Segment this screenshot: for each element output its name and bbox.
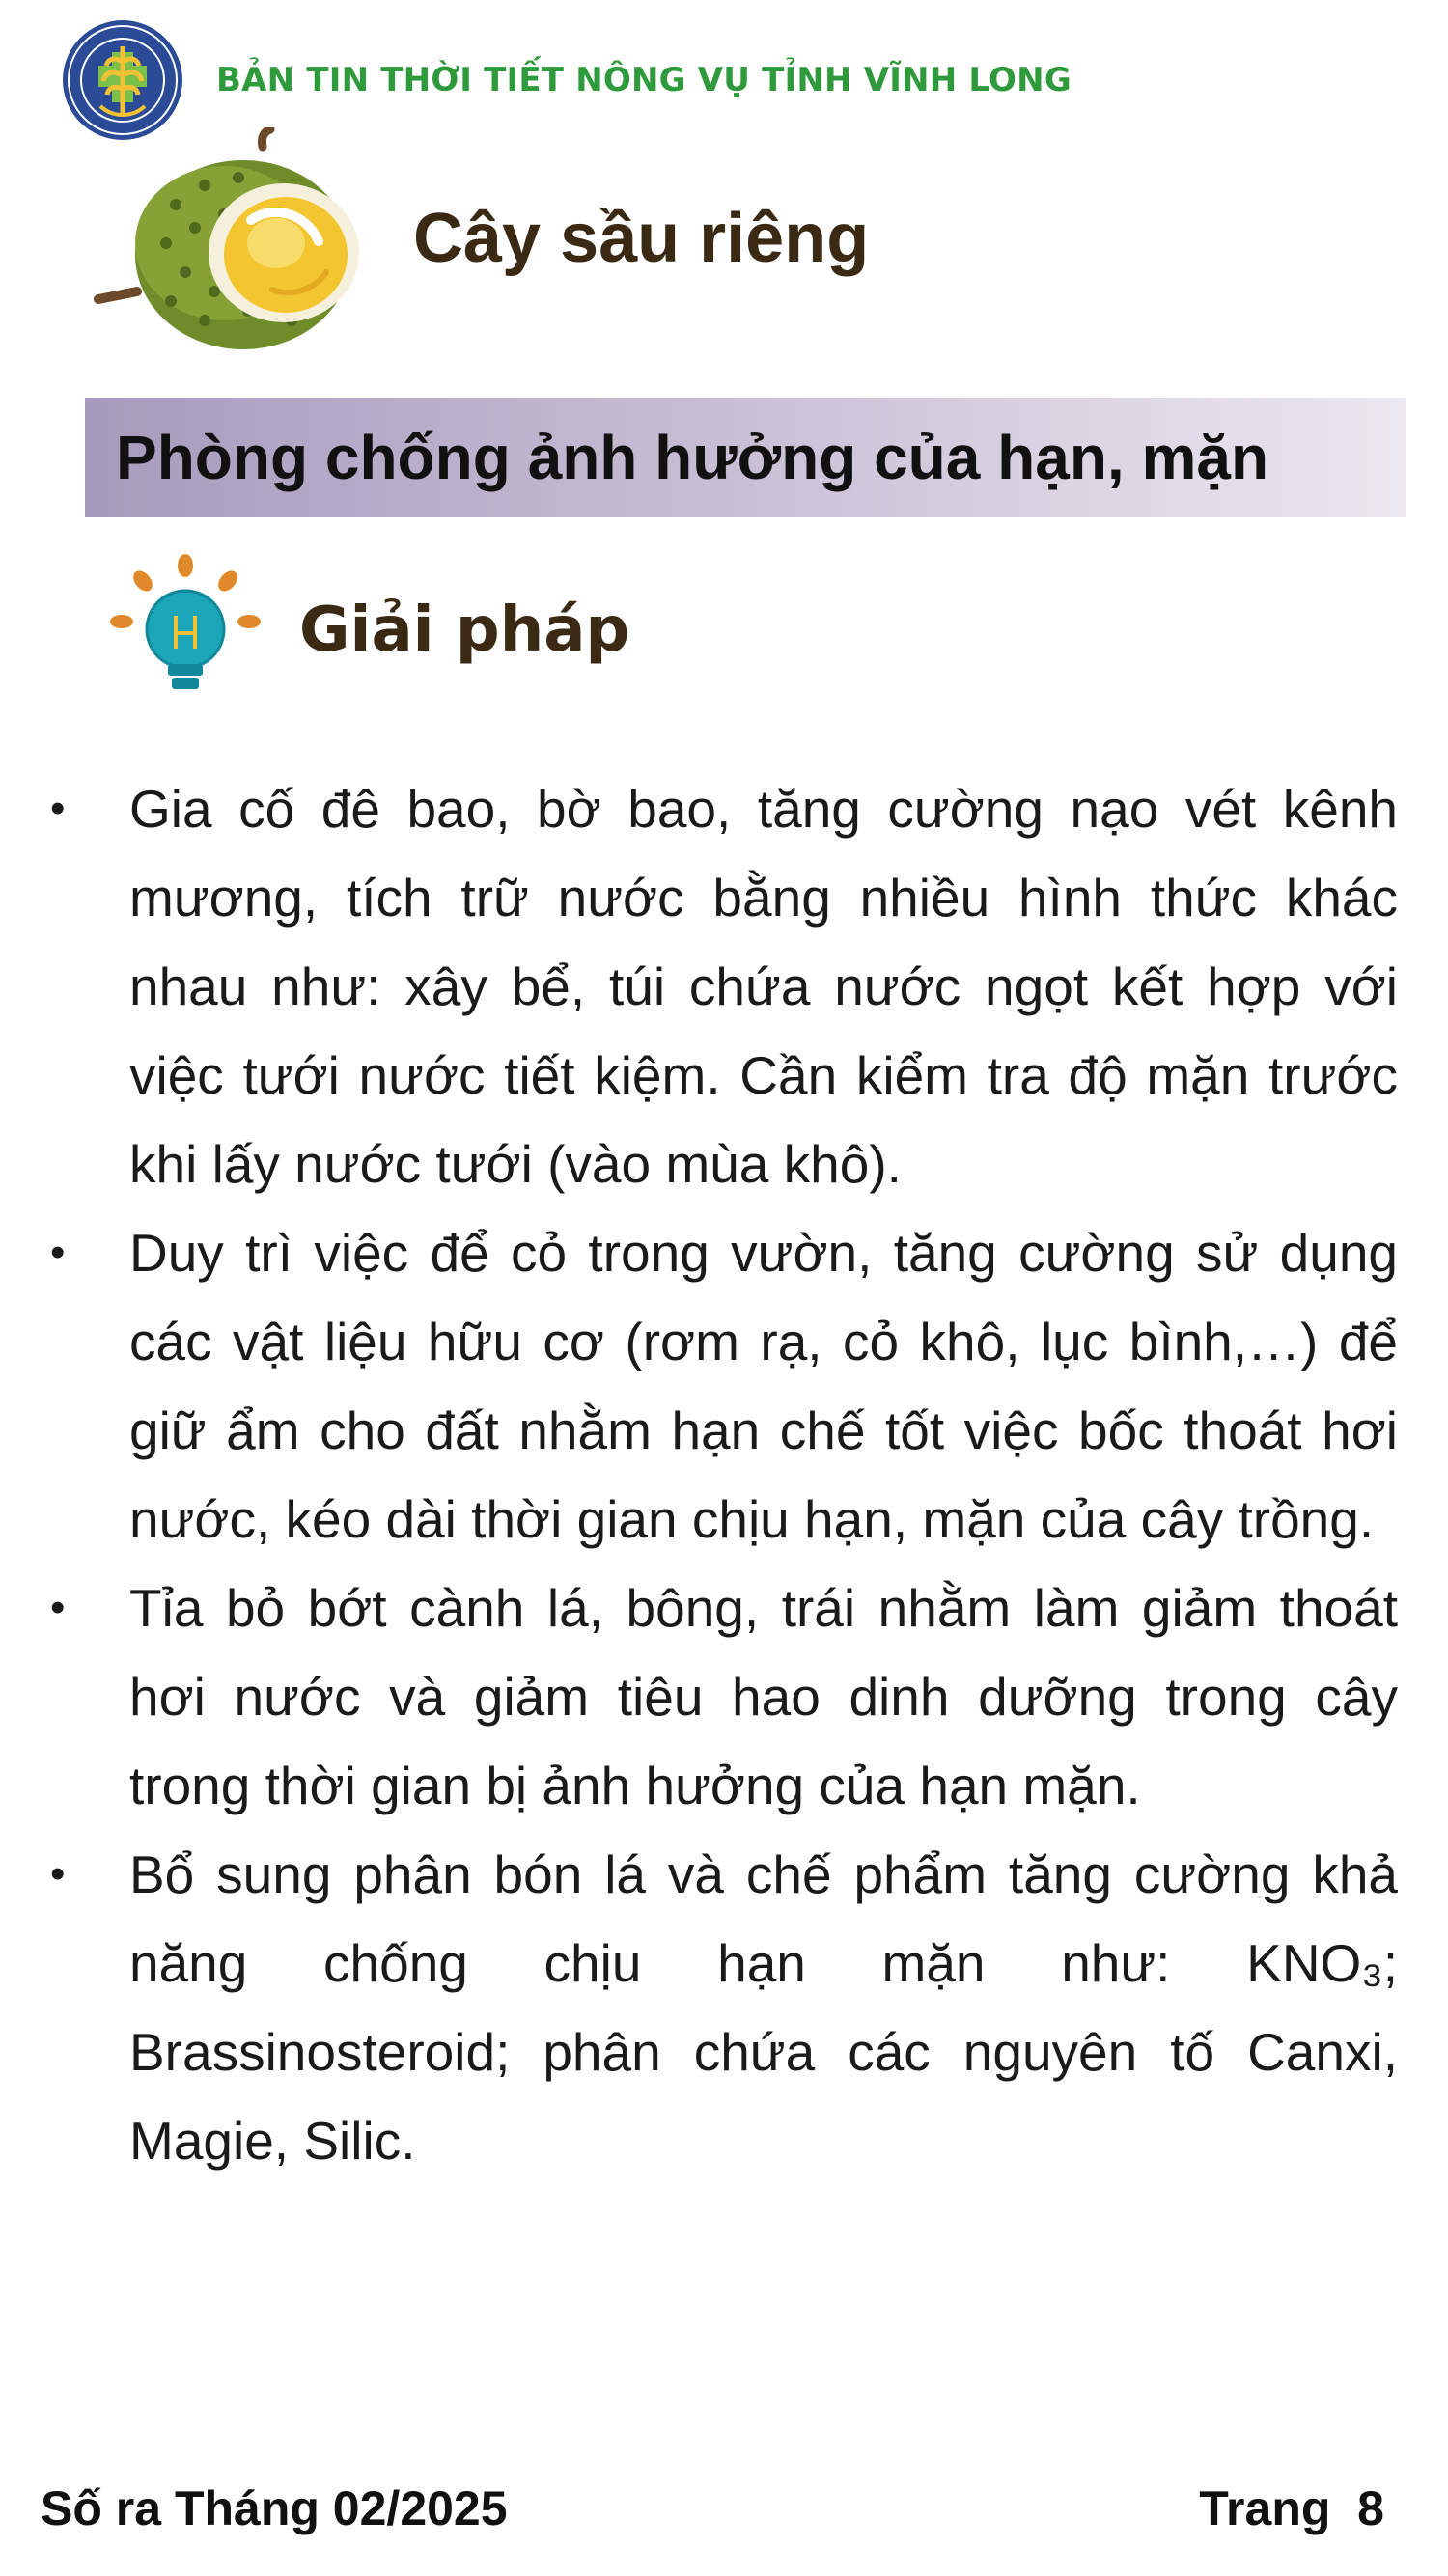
bullet-icon: • [50, 785, 66, 832]
bullet-icon: • [50, 1229, 66, 1276]
section-title: Phòng chống ảnh hưởng của hạn, mặn [116, 423, 1269, 492]
lightbulb-icon [108, 552, 263, 706]
solution-title: Giải pháp [299, 595, 630, 666]
list-item [50, 1830, 1398, 2185]
bullet-text: Bổ sung phân bón lá và chế phẩm tăng cường khả năng chống chịu hạn mặn như: KNO₃; Brassinosteroid; phân chứa các nguyên tố Canxi, Magie, Silic. [129, 1844, 1398, 2171]
list-item [50, 764, 1398, 1208]
crop-title: Cây sầu riêng [413, 200, 870, 277]
bullet-text: Tỉa bỏ bớt cành lá, bông, trái nhằm làm giảm thoát hơi nước và giảm tiêu hao dinh dưỡng trong cây trong thời gian bị ảnh hưởng của hạn mặn. [129, 1578, 1398, 1815]
section-banner [85, 398, 1406, 517]
durian-icon [79, 127, 369, 355]
bulletin-title: BẢN TIN THỜI TIẾT NÔNG VỤ TỈNH VĨNH LONG [216, 61, 1072, 99]
bullet-text: Gia cố đê bao, bờ bao, tăng cường nạo vét kênh mương, tích trữ nước bằng nhiều hình thức khác nhau như: xây bể, túi chứa nước ngọt kết hợp với việc tưới nước tiết kiệm. Cần kiểm tra độ mặn trước khi lấy nước tưới (vào mùa khô). [129, 779, 1398, 1194]
list-item [50, 1208, 1398, 1564]
list-item [50, 1564, 1398, 1830]
issue-date: Số ra Tháng 02/2025 [41, 2481, 508, 2535]
agriculture-department-seal-icon [60, 17, 185, 143]
crop-heading [79, 127, 1334, 359]
solution-list [50, 764, 1398, 2185]
page-number: Trang 8 [1199, 2481, 1384, 2535]
page-header [60, 17, 1315, 143]
bullet-icon: • [50, 1850, 66, 1897]
bullet-icon: • [50, 1584, 66, 1631]
bullet-text: Duy trì việc để cỏ trong vườn, tăng cường sử dụng các vật liệu hữu cơ (rơm rạ, cỏ khô, lục bình,…) để giữ ẩm cho đất nhằm hạn chế tốt việc bốc thoát hơi nước, kéo dài thời gian chịu hạn, mặn của cây trồng. [129, 1223, 1398, 1549]
solution-heading [108, 552, 784, 706]
